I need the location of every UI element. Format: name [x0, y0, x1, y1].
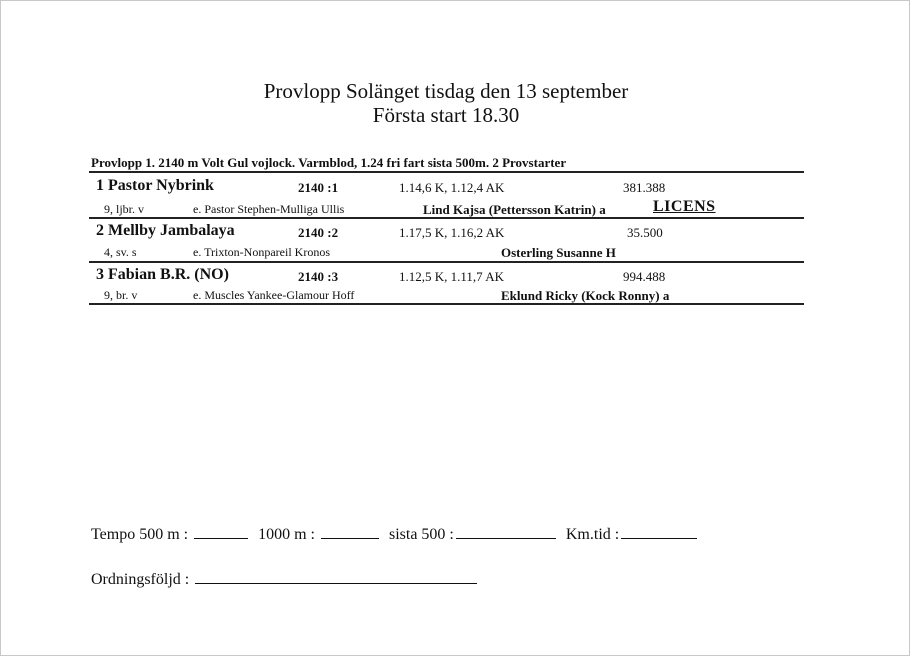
- horse-distance: 2140 :1: [298, 180, 339, 195]
- horse-distance: 2140 :2: [298, 225, 339, 240]
- horse-records: 1.12,5 K, 1.11,7 AK: [399, 269, 504, 284]
- horse-earnings: 35.500: [627, 225, 663, 240]
- horse-records: 1.17,5 K, 1.16,2 AK: [399, 225, 505, 240]
- kmtid-label: Km.tid :: [565, 526, 620, 543]
- kmtid-field[interactable]: [621, 524, 697, 539]
- divider: [89, 261, 804, 263]
- divider: [89, 217, 804, 219]
- page-title: Provlopp Solänget tisdag den 13 september: [263, 79, 629, 103]
- horse-pedigree: e. Trixton-Nonpareil Kronos: [193, 245, 330, 259]
- tempo-row: [91, 524, 699, 544]
- horse-driver: Lind Kajsa (Pettersson Katrin) a: [423, 202, 606, 217]
- horse-distance: 2140 :3: [298, 269, 339, 284]
- sista-500-label: sista 500 :: [388, 526, 454, 543]
- tempo-1000-field[interactable]: [321, 524, 379, 539]
- sista-500-field[interactable]: [456, 524, 556, 539]
- ordning-label: Ordningsföljd :: [91, 571, 190, 588]
- horse-name: 2 Mellby Jambalaya: [96, 222, 235, 239]
- horse-info: 9, br. v: [104, 288, 138, 302]
- ordning-row: [91, 569, 479, 589]
- horse-driver: Osterling Susanne H: [501, 245, 616, 260]
- tempo-500-field[interactable]: [194, 524, 248, 539]
- horse-driver: Eklund Ricky (Kock Ronny) a: [501, 288, 670, 303]
- divider: [89, 171, 804, 173]
- horse-earnings: 381.388: [623, 180, 666, 195]
- horse-info: 4, sv. s: [104, 245, 137, 259]
- horse-pedigree: e. Pastor Stephen-Mulliga Ullis: [193, 202, 345, 216]
- page-subtitle: Första start 18.30: [372, 103, 520, 127]
- divider: [89, 303, 804, 305]
- horse-name: 1 Pastor Nybrink: [96, 177, 214, 194]
- horse-name: 3 Fabian B.R. (NO): [96, 266, 229, 283]
- tempo-1000-label: 1000 m :: [258, 526, 315, 543]
- horse-pedigree: e. Muscles Yankee-Glamour Hoff: [193, 288, 355, 302]
- ordning-field[interactable]: [195, 569, 477, 584]
- horse-records: 1.14,6 K, 1.12,4 AK: [399, 180, 505, 195]
- race-header: Provlopp 1. 2140 m Volt Gul vojlock. Varmblod, 1.24 fri fart sista 500m. 2 Provstarter: [91, 155, 567, 170]
- tempo-500-label: Tempo 500 m :: [91, 526, 189, 543]
- horse-info: 9, ljbr. v: [104, 202, 145, 216]
- licens-note: LICENS: [653, 198, 716, 215]
- horse-earnings: 994.488: [623, 269, 666, 284]
